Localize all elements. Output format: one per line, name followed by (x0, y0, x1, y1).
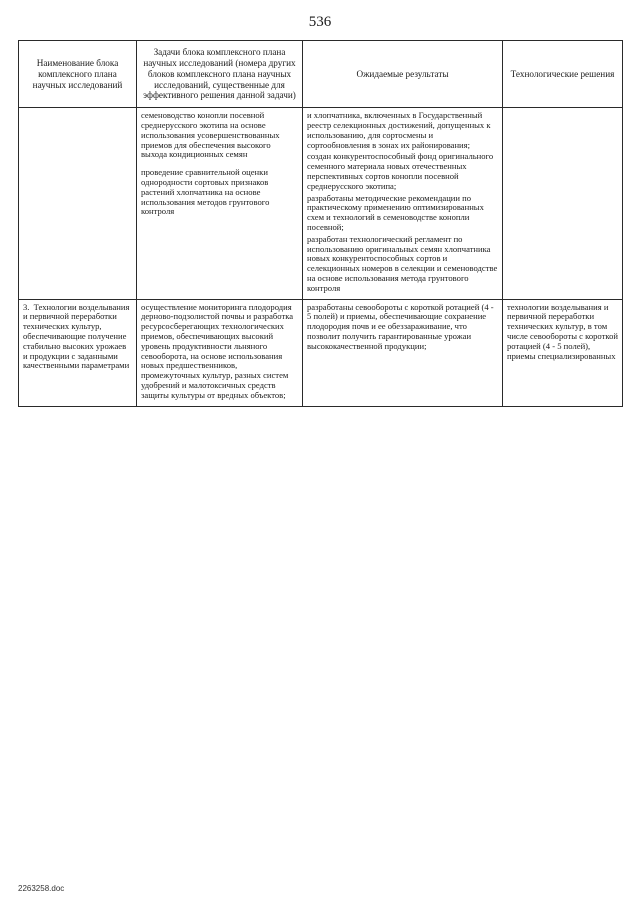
page-number: 536 (308, 14, 332, 30)
block-3-results-cell (303, 299, 503, 406)
result-item: создан конкурентоспособный фонд оригинального семенного материала новых отечественных перспективных сортов конопли посевной среднерусского экотипа; (307, 151, 494, 191)
task-hemp-seed-production: семеноводство конопли посевной среднерусского экотипа на основе использования усовершенствованных приемов для обеспечения высокого выхода кондиционных семян (141, 110, 280, 160)
table-row-block-3 (19, 299, 623, 406)
result-item: и хлопчатника, включенных в Государственный реестр селекционных достижений, допущенных к использованию, для сортосмены и сортообновления в зонах их районирования; (307, 110, 491, 150)
header-block-name: Наименование блока комплексного плана научных исследований (19, 41, 137, 108)
continuation-results-cell (303, 108, 503, 299)
task-flax-crop-rotation: осуществление мониторинга плодородия дерново-подзолистой почвы и разработка ресурсосберегающих технологических приемов, обеспечивающих высокий уровень продуктивности льняного севооборота, на основе использования новых предшественников, промежуточных культур, разных систем удобрений и малотоксичных средств защиты культуры от вредных объектов; (141, 301, 294, 400)
research-plan-table (18, 40, 623, 407)
file-reference: 2263258.doc (18, 884, 65, 893)
task-cotton-ground-control: проведение сравнительной оценки однородности сортовых признаков растений хлопчатника на основе использования методов грунтового контроля (141, 167, 270, 217)
block-3-tasks-cell (137, 299, 303, 406)
block-3-solutions-cell (503, 299, 623, 406)
block-number: 3. (23, 301, 30, 312)
header-solutions: Технологические решения (503, 41, 623, 108)
block-name: Технологии возделывания и первичной переработки технических культур, обеспечивающие получение стабильно высоких урожаев и продукции с заданными качественными параметрами (23, 301, 130, 371)
table-row-continuation (19, 108, 623, 299)
solution-item: технологии возделывания и первичной переработки технических культур, в том числе севообороты с короткой ротацией (4 - 5 полей), приемы специализированных (507, 301, 619, 361)
result-item: разработаны севообороты с короткой ротацией (4 - 5 полей) и приемы, обеспечивающие сохранение плодородия почв и ее обеззараживание, что позволит получить гарантированные урожаи высококачественной продукции; (307, 301, 494, 351)
block-3-name-cell (19, 299, 137, 406)
continuation-tasks-cell (137, 108, 303, 299)
continuation-solutions-cell (503, 108, 623, 299)
result-item: разработаны методические рекомендации по практическому применению оптимизированных схем и технологий в семеноводстве конопли посевной; (307, 192, 484, 233)
header-results: Ожидаемые результаты (303, 41, 503, 108)
table-header-row (19, 41, 623, 108)
continuation-block-cell (19, 108, 137, 299)
header-tasks: Задачи блока комплексного плана научных исследований (номера других блоков комплексного плана научных исследований, существенные для эффективного решения данной задачи) (137, 41, 303, 108)
result-item: разработан технологический регламент по использованию оригинальных семян хлопчатника новых конкурентоспособных сортов и селекционных номеров в селекции и семеноводстве на основе использования метода грунтового контроля (307, 233, 498, 293)
